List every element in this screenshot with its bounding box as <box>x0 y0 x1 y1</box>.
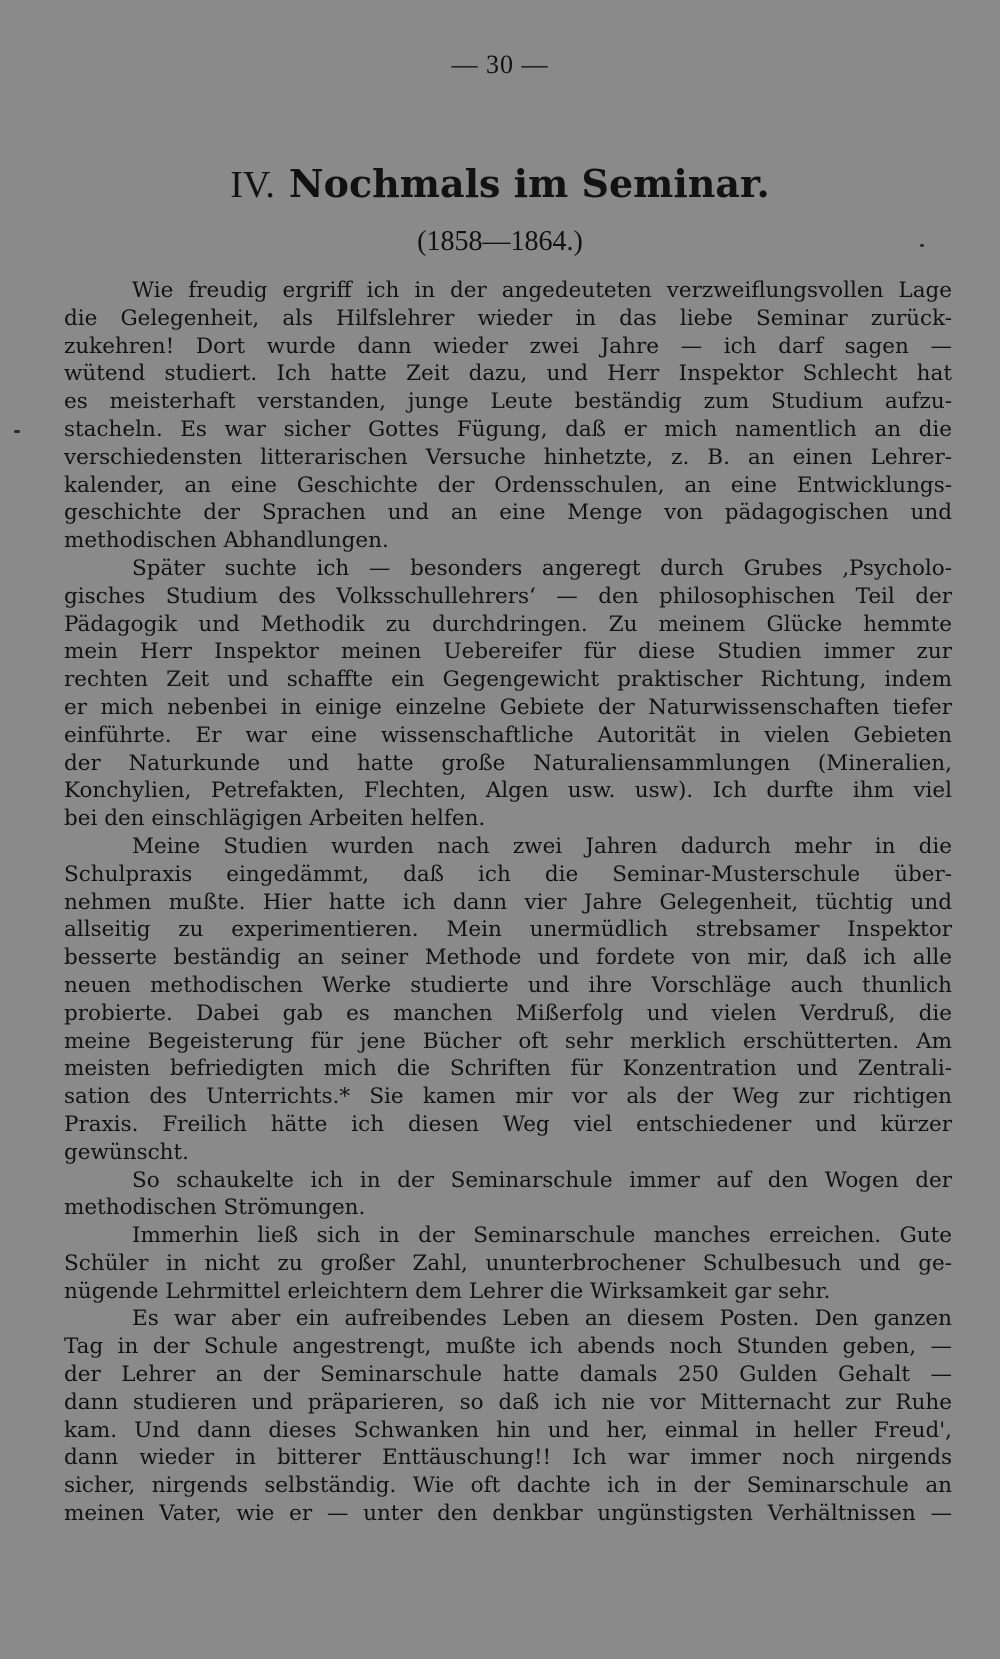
text-line: sation des Unterrichts.* Sie kamen mir vor als der Weg zur richtigen <box>64 1084 952 1110</box>
text-line: gisches Studium des Volksschullehrers‘ — den philosophischen Teil der <box>64 583 952 609</box>
text-line: einführte. Er war eine wissenschaftliche Autorität in vielen Gebieten <box>64 722 952 748</box>
text-line: Pädagogik und Methodik zu durchdringen. Zu meinem Glücke hemmte <box>64 611 952 637</box>
text-line: gewünscht. <box>64 1139 189 1165</box>
text-line: Immerhin ließ sich in der Seminarschule manches erreichen. Gute <box>132 1223 952 1249</box>
text-line: nügende Lehrmittel erleichtern dem Lehrer die Wirksamkeit gar sehr. <box>64 1278 831 1304</box>
text-line: es meisterhaft verstanden, junge Leute beständig zum Studium aufzu- <box>64 389 952 415</box>
text-line: die Gelegenheit, als Hilfslehrer wieder in das liebe Seminar zurück- <box>64 305 952 331</box>
text-line: Es war aber ein aufreibendes Leben an diesem Posten. Den ganzen <box>132 1306 952 1332</box>
text-line: dann studieren und präparieren, so daß ich nie vor Mitternacht zur Ruhe <box>64 1389 952 1415</box>
text-line: Meine Studien wurden nach zwei Jahren dadurch mehr in die <box>132 833 952 859</box>
text-line: bei den einschlägigen Arbeiten helfen. <box>64 806 486 832</box>
text-line: wütend studiert. Ich hatte Zeit dazu, und Herr Inspektor Schlecht hat <box>64 361 952 387</box>
text-line: allseitig zu experimentieren. Mein unermüdlich strebsamer Inspektor <box>64 917 952 943</box>
text-line: zukehren! Dort wurde dann wieder zwei Jahre — ich darf sagen — <box>64 333 952 359</box>
text-line: meine Begeisterung für jene Bücher oft sehr merklich erschütterten. Am <box>64 1028 952 1054</box>
text-line: Wie freudig ergriff ich in der angedeuteten verzweiflungsvollen Lage <box>132 278 952 303</box>
text-line: meisten befriedigten mich die Schriften für Konzentration und Zentrali- <box>64 1056 952 1082</box>
text-line: besserte beständig an seiner Methode und fordete von mir, daß ich alle <box>64 945 952 971</box>
text-line: verschiedensten litterarischen Versuche hinhetzte, z. B. an einen Lehrer- <box>64 444 952 470</box>
chapter-heading <box>0 160 1000 209</box>
body-text <box>64 277 952 1528</box>
text-line: sicher, nirgends selbständig. Wie oft dachte ich in der Seminarschule an <box>64 1473 952 1499</box>
text-line: probierte. Dabei gab es manchen Mißerfolg und vielen Verdruß, die <box>64 1000 952 1026</box>
text-line: meinen Vater, wie er — unter den denkbar ungünstigsten Verhältnissen — <box>64 1501 952 1527</box>
scan-speck <box>14 430 20 433</box>
text-line: der Lehrer an der Seminarschule hatte damals 250 Gulden Gehalt — <box>64 1362 952 1388</box>
text-line: Tag in der Schule angestrengt, mußte ich abends noch Stunden geben, — <box>64 1334 952 1360</box>
text-line: Schulpraxis eingedämmt, daß ich die Seminar-Musterschule über- <box>64 861 952 887</box>
text-line: dann wieder in bitterer Enttäuschung!! Ich war immer noch nirgends <box>64 1445 952 1471</box>
text-line: Konchylien, Petrefakten, Flechten, Algen usw. usw). Ich durfte ihm viel <box>64 778 952 804</box>
text-line: neuen methodischen Werke studierte und ihre Vorschläge auch thunlich <box>64 972 952 998</box>
text-line: Schüler in nicht zu großer Zahl, ununterbrochener Schulbesuch und ge- <box>64 1250 952 1276</box>
chapter-dates: (1858—1864.) <box>417 226 583 257</box>
text-line: methodischen Abhandlungen. <box>64 528 389 554</box>
text-line: er mich nebenbei in einige einzelne Gebiete der Naturwissenschaften tiefer <box>64 694 952 720</box>
text-line: nehmen mußte. Hier hatte ich dann vier Jahre Gelegenheit, tüchtig und <box>64 889 952 915</box>
text-line: Später suchte ich — besonders angeregt durch Grubes ‚Psycholo- <box>132 555 952 581</box>
text-line: rechten Zeit und schaffte ein Gegengewicht praktischer Richtung, indem <box>64 667 952 693</box>
text-line: geschichte der Sprachen und an eine Menge von pädagogischen und <box>64 500 952 526</box>
text-line: So schaukelte ich in der Seminarschule immer auf den Wogen der <box>132 1167 952 1193</box>
chapter-title: Nochmals im Seminar. <box>288 161 770 206</box>
text-line: mein Herr Inspektor meinen Uebereifer für diese Studien immer zur <box>64 639 952 665</box>
text-line: methodischen Strömungen. <box>64 1195 366 1221</box>
page-number: — 30 — <box>451 50 549 79</box>
chapter-number: IV. <box>230 164 275 206</box>
text-line: kam. Und dann dieses Schwanken hin und her, einmal in heller Freud', <box>64 1417 952 1443</box>
scan-speck <box>920 244 924 247</box>
text-line: der Naturkunde und hatte große Naturaliensammlungen (Mineralien, <box>64 750 952 776</box>
text-line: Praxis. Freilich hätte ich diesen Weg viel entschiedener und kürzer <box>64 1111 952 1137</box>
text-line: stacheln. Es war sicher Gottes Fügung, daß er mich namentlich an die <box>64 416 952 442</box>
text-line: kalender, an eine Geschichte der Ordensschulen, an eine Entwicklungs- <box>64 472 952 498</box>
